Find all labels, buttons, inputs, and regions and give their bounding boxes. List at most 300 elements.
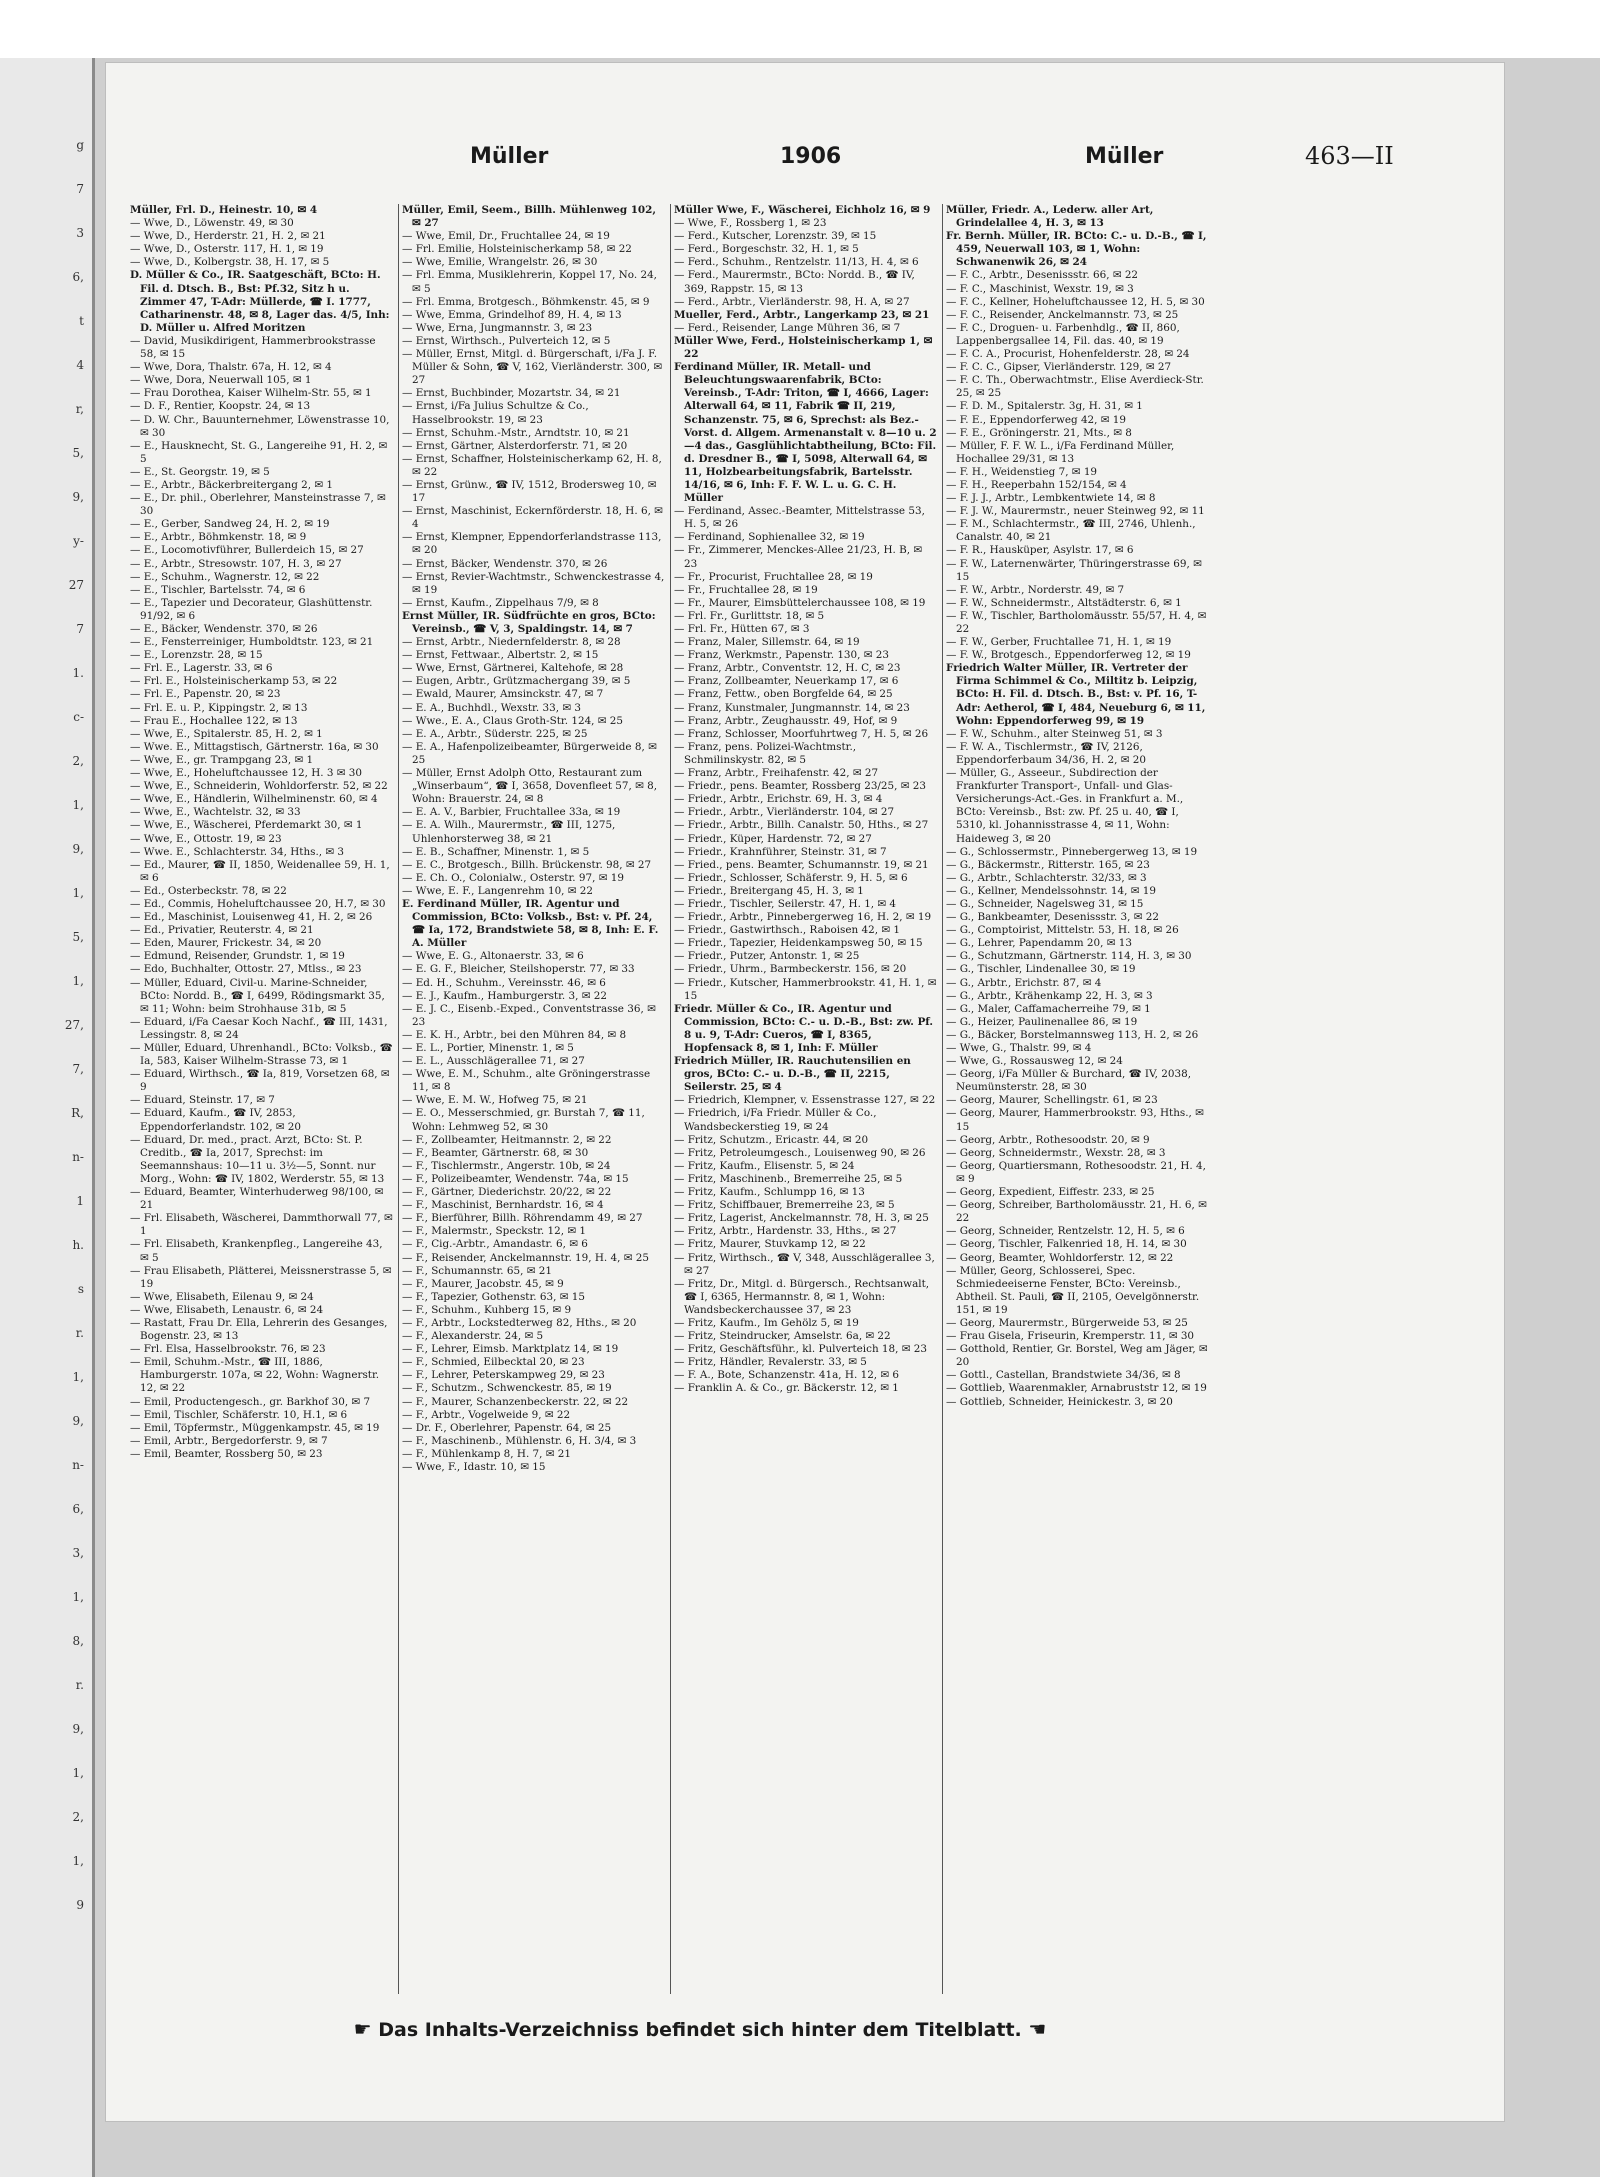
directory-entry: Müller Wwe, Ferd., Holsteinischerkamp 1, ✉ 22 bbox=[674, 334, 933, 361]
directory-entry: — F. C., Kellner, Hoheluftchaussee 12, H. 5, ✉ 30 bbox=[946, 295, 1205, 308]
directory-entry: — Wwe, F., Idastr. 10, ✉ 15 bbox=[402, 1461, 546, 1473]
listing-columns bbox=[130, 204, 1210, 1994]
directory-page bbox=[105, 62, 1505, 2122]
directory-entry: Müller, Emil, Seem., Billh. Mühlenweg 102, ✉ 27 bbox=[402, 204, 657, 230]
directory-entry: — Ferdinand, Sophienallee 32, ✉ 19 bbox=[674, 531, 865, 544]
directory-entry: — F. R., Hausküper, Asylstr. 17, ✉ 6 bbox=[946, 544, 1134, 557]
margin-fragment: 1, bbox=[72, 798, 84, 812]
directory-entry: — Wwe, G., Thalstr. 99, ✉ 4 bbox=[946, 1042, 1092, 1054]
directory-entry: — F. W., Laternenwärter, Thüringerstrasse 69, ✉ 15 bbox=[946, 557, 1202, 583]
directory-entry: — Fritz, Händler, Revalerstr. 33, ✉ 5 bbox=[674, 1356, 867, 1369]
directory-entry: — E. A. Wilh., Maurermstr., ☎ III, 1275, Uhlenhorsterweg 38, ✉ 21 bbox=[402, 819, 616, 845]
directory-entry: — Müller, F. F. W. L., i/Fa Ferdinand Müller, Hochallee 29/31, ✉ 13 bbox=[946, 439, 1175, 465]
margin-fragment: g bbox=[76, 138, 84, 152]
margin-fragment: 9, bbox=[72, 1722, 84, 1736]
directory-entry: — Georg, Maurermstr., Bürgerweide 53, ✉ 25 bbox=[946, 1316, 1188, 1329]
margin-fragment: 1, bbox=[72, 974, 84, 988]
directory-entry: — E. C., Brotgesch., Billh. Brückenstr. 98, ✉ 27 bbox=[402, 858, 652, 871]
directory-entry: — F. C. Th., Oberwachtmstr., Elise Averdieck-Str. 25, ✉ 25 bbox=[946, 374, 1204, 400]
directory-entry: — E., Tapezier und Decorateur, Glashüttenstr. 91/92, ✉ 6 bbox=[130, 596, 373, 622]
directory-entry: — Ernst, Grünw., ☎ IV, 1512, Brodersweg 10, ✉ 17 bbox=[402, 478, 657, 505]
directory-entry: — Müller, Ernst, Mitgl. d. Bürgerschaft, i/Fa J. F. Müller & Sohn, ☎ V, 162, Vierländerstr. 300, ✉ 27 bbox=[402, 348, 663, 387]
header-surname-right: Müller bbox=[1085, 144, 1164, 169]
directory-entry: — Georg, Quartiersmann, Rothesoodstr. 21, H. 4, ✉ 9 bbox=[946, 1159, 1206, 1185]
directory-entry: — Fritz, Schiffbauer, Bremerreihe 23, ✉ 5 bbox=[674, 1199, 895, 1212]
directory-entry: — E. J. C., Eisenb.-Exped., Conventstrasse 36, ✉ 23 bbox=[402, 1002, 656, 1028]
directory-entry: — Edo, Buchhalter, Ottostr. 27, Mtlss., ✉ 23 bbox=[130, 963, 362, 976]
directory-entry: — E. A., Hafenpolizeibeamter, Bürgerweide 8, ✉ 25 bbox=[402, 740, 657, 766]
margin-fragment: 27, bbox=[64, 1018, 84, 1032]
directory-entry: — Frau E., Hochallee 122, ✉ 13 bbox=[130, 714, 298, 727]
directory-entry: — F., Maurer, Schanzenbeckerstr. 22, ✉ 22 bbox=[402, 1395, 629, 1408]
directory-entry: — Frl. E. u. P., Kippingstr. 2, ✉ 13 bbox=[130, 701, 308, 714]
directory-entry: — Friedr., Schlosser, Schäferstr. 9, H. 5, ✉ 6 bbox=[674, 871, 908, 884]
directory-entry: — Fr., Zimmerer, Menckes-Allee 21/23, H. B, ✉ 23 bbox=[674, 544, 923, 570]
directory-entry: — Wwe, E., Spitalerstr. 85, H. 2, ✉ 1 bbox=[130, 727, 323, 740]
directory-entry: — Fritz, Maschinenb., Bremerreihe 25, ✉ 5 bbox=[674, 1172, 903, 1185]
directory-entry: — G., Schlossermstr., Pinnebergerweg 13, ✉ 19 bbox=[946, 845, 1198, 858]
directory-entry: — Wwe, Elisabeth, Eilenau 9, ✉ 24 bbox=[130, 1290, 314, 1303]
directory-entry: — Wwe, Elisabeth, Lenaustr. 6, ✉ 24 bbox=[130, 1303, 324, 1316]
directory-entry: — Ernst, i/Fa Julius Schultze & Co., Hasselbrookstr. 19, ✉ 23 bbox=[402, 400, 589, 426]
directory-entry: — Franklin A. & Co., gr. Bäckerstr. 12, ✉ 1 bbox=[674, 1382, 899, 1395]
directory-entry: — Ernst, Gärtner, Alsterdorferstr. 71, ✉ 20 bbox=[402, 439, 628, 452]
directory-entry: — Wwe, G., Rossausweg 12, ✉ 24 bbox=[946, 1055, 1123, 1068]
margin-fragment: n- bbox=[72, 1150, 84, 1164]
directory-entry: — F., Beamter, Gärtnerstr. 68, ✉ 30 bbox=[402, 1146, 589, 1159]
directory-entry: Ernst Müller, IR. Südfrüchte en gros, BCto: Vereinsb., ☎ V, 3, Spaldingstr. 14, ✉ 7 bbox=[402, 609, 656, 635]
column-3 bbox=[674, 204, 937, 1994]
directory-entry: — F. E., Gröningerstr. 21, Mts., ✉ 8 bbox=[946, 426, 1132, 439]
margin-fragment: 7 bbox=[76, 622, 84, 636]
directory-entry: — Ernst, Schuhm.-Mstr., Arndtstr. 10, ✉ 21 bbox=[402, 426, 630, 439]
margin-fragment: 1, bbox=[72, 1370, 84, 1384]
directory-entry: — E. K. H., Arbtr., bei den Mühren 84, ✉ 8 bbox=[402, 1028, 627, 1041]
directory-entry: — Ernst, Klempner, Eppendorferlandstrasse 113, ✉ 20 bbox=[402, 531, 662, 557]
margin-fragment: 9, bbox=[72, 842, 84, 856]
directory-entry: — F., Schutzm., Schwenckestr. 85, ✉ 19 bbox=[402, 1382, 612, 1395]
directory-entry: — E., Lorenzstr. 28, ✉ 15 bbox=[130, 649, 263, 662]
directory-entry: — Friedr., Krahnführer, Steinstr. 31, ✉ 7 bbox=[674, 845, 887, 858]
directory-entry: — F., Maschinist, Bernhardstr. 16, ✉ 4 bbox=[402, 1199, 604, 1212]
directory-entry: — E. Ch. O., Colonialw., Osterstr. 97, ✉ 19 bbox=[402, 871, 624, 884]
directory-entry: — Ferd., Arbtr., Vierländerstr. 98, H. A, ✉ 27 bbox=[674, 295, 910, 308]
directory-entry: — E. G. F., Bleicher, Steilshoperstr. 77, ✉ 33 bbox=[402, 963, 635, 976]
directory-entry: — Fr., Fruchtallee 28, ✉ 19 bbox=[674, 583, 818, 596]
directory-entry: — E. B., Schaffner, Minenstr. 1, ✉ 5 bbox=[402, 845, 590, 858]
directory-entry: — Frl. Fr., Gurlittstr. 18, ✉ 5 bbox=[674, 609, 825, 622]
directory-entry: — Wwe, E., Händlerin, Wilhelminenstr. 60, ✉ 4 bbox=[130, 793, 378, 806]
directory-entry: — Wwe, Emma, Grindelhof 89, H. 4, ✉ 13 bbox=[402, 308, 622, 321]
directory-entry: — F., Arbtr., Vogelweide 9, ✉ 22 bbox=[402, 1408, 571, 1421]
directory-entry: — Georg, Maurer, Hammerbrookstr. 93, Hths., ✉ 15 bbox=[946, 1107, 1204, 1133]
directory-entry: — Friedr., Arbtr., Pinnebergerweg 16, H. 2, ✉ 19 bbox=[674, 911, 932, 924]
directory-entry: — Fritz, Schutzm., Ericastr. 44, ✉ 20 bbox=[674, 1133, 869, 1146]
column-4 bbox=[946, 204, 1209, 1994]
directory-entry: — Frl. Elisabeth, Wäscherei, Dammthorwall 77, ✉ 1 bbox=[130, 1212, 393, 1238]
margin-fragment: 1, bbox=[72, 1590, 84, 1604]
directory-entry: — Friedr., Arbtr., Billh. Canalstr. 50, Hths., ✉ 27 bbox=[674, 819, 929, 832]
directory-entry: — Frl. E., Lagerstr. 33, ✉ 6 bbox=[130, 662, 273, 675]
directory-entry: — Frau Elisabeth, Plätterei, Meissnerstrasse 5, ✉ 19 bbox=[130, 1264, 392, 1290]
directory-entry: — E., Arbtr., Stresowstr. 107, H. 3, ✉ 27 bbox=[130, 557, 342, 570]
directory-entry: — F. W., Brotgesch., Eppendorferweg 12, ✉ 19 bbox=[946, 649, 1191, 662]
directory-entry: — Frl. Emma, Brotgesch., Böhmkenstr. 45, ✉ 9 bbox=[402, 295, 650, 308]
directory-entry: — Franz, pens. Polizei-Wachtmstr., Schmilinskystr. 82, ✉ 5 bbox=[674, 740, 857, 766]
directory-entry: — E. A., Buchhdl., Wexstr. 33, ✉ 3 bbox=[402, 701, 581, 714]
directory-entry: — Wwe., E. A., Claus Groth-Str. 124, ✉ 25 bbox=[402, 714, 624, 727]
pointing-hand-icon: ☚ bbox=[1028, 2017, 1047, 2041]
directory-entry: — Ferd., Maurermstr., BCto: Nordd. B., ☎ IV, 369, Rappstr. 15, ✉ 13 bbox=[674, 269, 915, 295]
directory-entry: — Müller, G., Asseeur., Subdirection der Frankfurter Transport-, Unfall- und Glas-Versicherungs-Act.-Ges. in Frankfurt a. M., BCto: Vereinsb., Bst: zw. Pf. 25 u. 40, ☎ I, 5310, kl. Johannisstrasse 4, ✉ 11, Wohn: Haideweg 3, ✉ 20 bbox=[946, 767, 1184, 845]
column-divider bbox=[670, 204, 671, 1994]
directory-entry: — Franz, Arbtr., Conventstr. 12, H. C, ✉ 23 bbox=[674, 662, 901, 675]
directory-entry: — Ed., Privatier, Reuterstr. 4, ✉ 21 bbox=[130, 924, 314, 937]
directory-entry: — Franz, Arbtr., Freihafenstr. 42, ✉ 27 bbox=[674, 767, 879, 780]
directory-entry: — F. D. M., Spitalerstr. 3g, H. 31, ✉ 1 bbox=[946, 400, 1143, 413]
header-year: 1906 bbox=[780, 144, 842, 169]
directory-entry: — Emil, Productengesch., gr. Barkhof 30, ✉ 7 bbox=[130, 1395, 371, 1408]
directory-entry: — Fritz, Maurer, Stuvkamp 12, ✉ 22 bbox=[674, 1238, 866, 1251]
directory-entry: — Fritz, Geschäftsführ., kl. Pulverteich 18, ✉ 23 bbox=[674, 1343, 927, 1356]
directory-entry: — Friedr., Uhrm., Barmbeckerstr. 156, ✉ 20 bbox=[674, 963, 907, 976]
directory-entry: — Georg, Tischler, Falkenried 18, H. 14, ✉ 30 bbox=[946, 1238, 1187, 1251]
margin-fragment: 5, bbox=[72, 446, 84, 460]
directory-entry: — Georg, Beamter, Wohldorferstr. 12, ✉ 22 bbox=[946, 1251, 1174, 1264]
directory-entry: — Georg, Schneidermstr., Wexstr. 28, ✉ 3 bbox=[946, 1146, 1166, 1159]
directory-entry: — Ed. H., Schuhm., Vereinsstr. 46, ✉ 6 bbox=[402, 976, 606, 989]
directory-entry: — Friedrich, Klempner, v. Essenstrasse 127, ✉ 22 bbox=[674, 1094, 936, 1107]
directory-entry: — Ferd., Schuhm., Rentzelstr. 11/13, H. 4, ✉ 6 bbox=[674, 256, 919, 269]
directory-entry: — Gotthold, Rentier, Gr. Borstel, Weg am Jäger, ✉ 20 bbox=[946, 1343, 1208, 1369]
margin-fragment: y- bbox=[73, 534, 84, 548]
directory-entry: — F. C., Maschinist, Wexstr. 19, ✉ 3 bbox=[946, 282, 1134, 295]
directory-entry: — Georg, i/Fa Müller & Burchard, ☎ IV, 2038, Neumünsterstr. 28, ✉ 30 bbox=[946, 1068, 1192, 1094]
directory-entry: — G., Heizer, Paulinenallee 86, ✉ 19 bbox=[946, 1015, 1138, 1028]
directory-entry: — F. W., Schneidermstr., Altstädterstr. 6, ✉ 1 bbox=[946, 596, 1182, 609]
margin-fragment: 8, bbox=[72, 1634, 84, 1648]
directory-entry: Fr. Bernh. Müller, IR. BCto: C.- u. D.-B., ☎ I, 459, Neuerwall 103, ✉ 1, Wohn: Schwanenwik 26, ✉ 24 bbox=[946, 230, 1207, 269]
directory-entry: — E. O., Messerschmied, gr. Burstah 7, ☎ 11, Wohn: Lehmweg 52, ✉ 30 bbox=[402, 1107, 645, 1133]
directory-entry: — Fritz, Petroleumgesch., Louisenweg 90, ✉ 26 bbox=[674, 1146, 926, 1159]
directory-entry: — F. J. J., Arbtr., Lembkentwiete 14, ✉ 8 bbox=[946, 492, 1156, 505]
directory-entry: — Wwe, E., Schneiderin, Wohldorferstr. 52, ✉ 22 bbox=[130, 780, 388, 793]
directory-entry: — Frl. Emma, Musiklehrerin, Koppel 17, No. 24, ✉ 5 bbox=[402, 269, 657, 295]
directory-entry: — Wwe, Erna, Jungmannstr. 3, ✉ 23 bbox=[402, 321, 593, 334]
directory-entry: — Müller, Eduard, Uhrenhandl., BCto: Volksb., ☎ Ia, 583, Kaiser Wilhelm-Strasse 73, ✉ 1 bbox=[130, 1042, 393, 1068]
directory-entry: — Ferd., Reisender, Lange Mühren 36, ✉ 7 bbox=[674, 321, 901, 334]
page-number: 463—II bbox=[1305, 142, 1394, 170]
directory-entry: — Gottlieb, Schneider, Heinickestr. 3, ✉ 20 bbox=[946, 1395, 1173, 1408]
directory-entry: — Friedr., Tischler, Seilerstr. 47, H. 1, ✉ 4 bbox=[674, 897, 897, 910]
margin-fragment: 4 bbox=[76, 358, 84, 372]
directory-entry: — Georg, Expedient, Eiffestr. 233, ✉ 25 bbox=[946, 1186, 1155, 1199]
directory-entry: — Eduard, Beamter, Winterhuderweg 98/100, ✉ 21 bbox=[130, 1186, 384, 1212]
directory-entry: — Wwe, E. F., Langenrehm 10, ✉ 22 bbox=[402, 884, 594, 897]
directory-entry: — Müller, Ernst Adolph Otto, Restaurant zum „Winserbaum“, ☎ I, 3658, Dovenfleet 57, ✉ 8, Wohn: Brauerstr. 24, ✉ 8 bbox=[402, 767, 658, 806]
directory-entry: — E. A. V., Barbier, Fruchtallee 33a, ✉ 19 bbox=[402, 806, 621, 819]
directory-entry: — Ernst, Schaffner, Holsteinischerkamp 62, H. 8, ✉ 22 bbox=[402, 452, 662, 478]
directory-entry: — F. H., Reeperbahn 152/154, ✉ 4 bbox=[946, 478, 1127, 491]
directory-entry: — G., Comptoirist, Mittelstr. 53, H. 18, ✉ 26 bbox=[946, 924, 1179, 937]
directory-entry: — F., Alexanderstr. 24, ✉ 5 bbox=[402, 1330, 544, 1343]
directory-entry: — Fritz, Dr., Mitgl. d. Bürgersch., Rechtsanwalt, ☎ I, 6365, Hermannstr. 8, ✉ 1, Wohn: Wandsbeckerchaussee 37, ✉ 23 bbox=[674, 1277, 930, 1316]
directory-entry: — Fritz, Steindrucker, Amselstr. 6a, ✉ 22 bbox=[674, 1330, 891, 1343]
footer-note bbox=[250, 2017, 1150, 2041]
directory-entry: — D. F., Rentier, Koopstr. 24, ✉ 13 bbox=[130, 400, 311, 413]
margin-fragment: 2, bbox=[72, 1810, 84, 1824]
margin-fragment: 1. bbox=[72, 666, 84, 680]
directory-entry: — Eden, Maurer, Frickestr. 34, ✉ 20 bbox=[130, 937, 322, 950]
directory-entry: — F., Cig.-Arbtr., Amandastr. 6, ✉ 6 bbox=[402, 1238, 588, 1251]
directory-entry: — Frau Dorothea, Kaiser Wilhelm-Str. 55, ✉ 1 bbox=[130, 387, 372, 400]
previous-page-strip bbox=[0, 58, 95, 2177]
directory-entry: — F. C., Droguen- u. Farbenhdlg., ☎ II, 860, Lappenbergsallee 14, Fil. das. 40, ✉ 19 bbox=[946, 321, 1180, 347]
column-divider bbox=[398, 204, 399, 1994]
directory-entry: — Frl. Elsa, Hasselbrookstr. 76, ✉ 23 bbox=[130, 1343, 326, 1356]
directory-entry: — F., Tischlermstr., Angerstr. 10b, ✉ 24 bbox=[402, 1159, 611, 1172]
directory-entry: — Ed., Commis, Hoheluftchaussee 20, H.7, ✉ 30 bbox=[130, 897, 386, 910]
directory-entry: — F., Mühlenkamp 8, H. 7, ✉ 21 bbox=[402, 1447, 572, 1460]
directory-entry: — Wwe, D., Löwenstr. 49, ✉ 30 bbox=[130, 217, 294, 230]
directory-entry: — Friedr., Tapezier, Heidenkampsweg 50, ✉ 15 bbox=[674, 937, 923, 950]
directory-entry: — Wwe, D., Kolbergstr. 38, H. 17, ✉ 5 bbox=[130, 256, 330, 269]
directory-entry: D. Müller & Co., IR. Saatgeschäft, BCto: H. Fil. d. Dtsch. B., Bst: Pf.32, Sitz h u. Zimmer 47, T-Adr: Müllerde, ☎ I. 1777, Catharinenstr. 48, ✉ 8, Lager das. 4/5, Inh: D. Müller u. Alfred Moritzen bbox=[130, 269, 390, 334]
margin-fragment: 7, bbox=[72, 1062, 84, 1076]
margin-fragment: t bbox=[79, 314, 84, 328]
directory-entry: — Edmund, Reisender, Grundstr. 1, ✉ 19 bbox=[130, 950, 345, 963]
directory-entry: — F., Tapezier, Gothenstr. 63, ✉ 15 bbox=[402, 1290, 585, 1303]
column-divider bbox=[942, 204, 943, 1994]
margin-fragment: 1, bbox=[72, 1854, 84, 1868]
footer-text: Das Inhalts-Verzeichniss befindet sich hinter dem Titelblatt. bbox=[378, 2019, 1022, 2041]
directory-entry: — Eduard, i/Fa Caesar Koch Nachf., ☎ III, 1431, Lessingstr. 8, ✉ 24 bbox=[130, 1015, 388, 1041]
directory-entry: Müller Wwe, F., Wäscherei, Eichholz 16, ✉ 9 bbox=[674, 204, 931, 216]
directory-entry: — F. C., Arbtr., Desenissstr. 66, ✉ 22 bbox=[946, 269, 1139, 282]
directory-entry: — Emil, Arbtr., Bergedorferstr. 9, ✉ 7 bbox=[130, 1434, 328, 1447]
margin-fragment: 9, bbox=[72, 1414, 84, 1428]
directory-entry: — F., Schmied, Eilbecktal 20, ✉ 23 bbox=[402, 1356, 585, 1369]
directory-entry: — Friedr., Breitergang 45, H. 3, ✉ 1 bbox=[674, 884, 864, 897]
directory-entry: — E., St. Georgstr. 19, ✉ 5 bbox=[130, 465, 270, 478]
directory-entry: — Fritz, Kaufm., Elisenstr. 5, ✉ 24 bbox=[674, 1159, 855, 1172]
directory-entry: — F. W., Tischler, Bartholomäusstr. 55/57, H. 4, ✉ 22 bbox=[946, 609, 1207, 635]
directory-entry: — Emil, Schuhm.-Mstr., ☎ III, 1886, Hamburgerstr. 107a, ✉ 22, Wohn: Wagnerstr. 12, ✉ 22 bbox=[130, 1356, 380, 1395]
directory-entry: — Frl. Fr., Hütten 67, ✉ 3 bbox=[674, 623, 810, 635]
directory-entry: — Friedr., Arbtr., Erichstr. 69, H. 3, ✉ 4 bbox=[674, 793, 883, 806]
directory-entry: — F. C. C., Gipser, Vierländerstr. 129, ✉ 27 bbox=[946, 361, 1172, 374]
directory-entry: — Franz, Kunstmaler, Jungmannstr. 14, ✉ 23 bbox=[674, 701, 910, 714]
margin-fragment: r. bbox=[75, 1678, 84, 1692]
directory-entry: — Wwe. E., Schlachterstr. 34, Hths., ✉ 3 bbox=[130, 845, 345, 858]
directory-entry: — Wwe, E., Wachtelstr. 32, ✉ 33 bbox=[130, 806, 301, 819]
directory-entry: Friedrich Walter Müller, IR. Vertreter der Firma Schimmel & Co., Miltitz b. Leipzig, BCto: H. Fil. d. Dtsch. B., Bst: v. Pf. 16, T-Adr: Aetherol, ☎ I, 484, Neueburg 6, ✉ 11, Wohn: Eppendorferweg 99, ✉ 19 bbox=[946, 662, 1206, 727]
directory-entry: — Rastatt, Frau Dr. Ella, Lehrerin des Gesanges, Bogenstr. 23, ✉ 13 bbox=[130, 1316, 388, 1343]
directory-entry: — Wwe, E. M. W., Hofweg 75, ✉ 21 bbox=[402, 1094, 588, 1107]
directory-entry: — Ernst, Revier-Wachtmstr., Schwenckestrasse 4, ✉ 19 bbox=[402, 570, 665, 596]
directory-entry: — Ferdinand, Assec.-Beamter, Mittelstrasse 53, H. 5, ✉ 26 bbox=[674, 505, 925, 531]
column-1 bbox=[130, 204, 393, 1994]
directory-entry: — Fritz, Wirthsch., ☎ V, 348, Ausschlägerallee 3, ✉ 27 bbox=[674, 1251, 935, 1277]
directory-entry: — Friedr., Kutscher, Hammerbrookstr. 41, H. 1, ✉ 15 bbox=[674, 976, 937, 1002]
scan-top-border bbox=[0, 0, 1600, 58]
directory-entry: — E. L., Portier, Minenstr. 1, ✉ 5 bbox=[402, 1042, 574, 1054]
directory-entry: — E., Tischler, Bartelsstr. 74, ✉ 6 bbox=[130, 583, 306, 596]
directory-entry: — Wwe, F., Rossberg 1, ✉ 23 bbox=[674, 217, 827, 230]
directory-entry: — E. J., Kaufm., Hamburgerstr. 3, ✉ 22 bbox=[402, 989, 607, 1002]
directory-entry: — E. L., Ausschlägerallee 71, ✉ 27 bbox=[402, 1055, 585, 1068]
directory-entry: — Friedr., Gastwirthsch., Raboisen 42, ✉ 1 bbox=[674, 924, 900, 937]
directory-entry: — Emil, Beamter, Rossberg 50, ✉ 23 bbox=[130, 1447, 323, 1460]
directory-entry: — Georg, Arbtr., Rothesoodstr. 20, ✉ 9 bbox=[946, 1133, 1150, 1146]
directory-entry: Müller, Frl. D., Heinestr. 10, ✉ 4 bbox=[130, 204, 318, 216]
directory-entry: — Frl. E., Holsteinischerkamp 53, ✉ 22 bbox=[130, 675, 338, 688]
margin-fragment: r. bbox=[75, 1326, 84, 1340]
directory-entry: Müller, Friedr. A., Lederw. aller Art, Grindelallee 4, H. 3, ✉ 13 bbox=[946, 204, 1154, 230]
directory-entry: — Fritz, Lagerist, Anckelmannstr. 78, H. 3, ✉ 25 bbox=[674, 1212, 929, 1225]
directory-entry: E. Ferdinand Müller, IR. Agentur und Commission, BCto: Volksb., Bst: v. Pf. 24, ☎ Ia, 172, Brandstwiete 58, ✉ 8, Inh: E. F. A. Müller bbox=[402, 897, 659, 950]
directory-entry: — Ernst, Bäcker, Wendenstr. 370, ✉ 26 bbox=[402, 557, 608, 570]
directory-entry: — Eduard, Steinstr. 17, ✉ 7 bbox=[130, 1094, 275, 1107]
directory-entry: — G., Lehrer, Papendamm 20, ✉ 13 bbox=[946, 937, 1132, 950]
margin-fragment: 27 bbox=[68, 578, 84, 592]
directory-entry: — E., Gerber, Sandweg 24, H. 2, ✉ 19 bbox=[130, 518, 330, 531]
directory-entry: — Franz, Schlosser, Moorfuhrtweg 7, H. 5, ✉ 26 bbox=[674, 727, 929, 740]
directory-entry: — G., Tischler, Lindenallee 30, ✉ 19 bbox=[946, 963, 1136, 976]
directory-entry: — F., Schuhm., Kuhberg 15, ✉ 9 bbox=[402, 1303, 572, 1316]
directory-entry: — F., Arbtr., Lockstedterweg 82, Hths., ✉ 20 bbox=[402, 1316, 637, 1329]
margin-fragment: 3, bbox=[72, 1546, 84, 1560]
margin-fragment: 6, bbox=[72, 1502, 84, 1516]
directory-entry: — Ed., Maurer, ☎ II, 1850, Weidenallee 59, H. 1, ✉ 6 bbox=[130, 858, 390, 884]
directory-entry: — F., Gärtner, Diederichstr. 20/22, ✉ 22 bbox=[402, 1186, 612, 1199]
directory-entry: — Wwe, E., Wäscherei, Pferdemarkt 30, ✉ 1 bbox=[130, 819, 363, 832]
directory-entry: — Friedr., Küper, Hardenstr. 72, ✉ 27 bbox=[674, 832, 872, 845]
directory-entry: — Frl. E., Papenstr. 20, ✉ 23 bbox=[130, 688, 281, 701]
directory-entry: — F. H., Weidenstieg 7, ✉ 19 bbox=[946, 465, 1098, 478]
directory-entry: — Frl. Elisabeth, Krankenpfleg., Langereihe 43, ✉ 5 bbox=[130, 1238, 383, 1264]
directory-entry: — Wwe. E., Mittagstisch, Gärtnerstr. 16a, ✉ 30 bbox=[130, 740, 379, 753]
directory-entry: — Georg, Maurer, Schellingstr. 61, ✉ 23 bbox=[946, 1094, 1158, 1107]
directory-entry: — Wwe, E., Ottostr. 19, ✉ 23 bbox=[130, 832, 282, 845]
directory-entry: — D. W. Chr., Bauunternehmer, Löwenstrasse 10, ✉ 30 bbox=[130, 413, 390, 439]
directory-entry: — G., Schneider, Nagelsweg 31, ✉ 15 bbox=[946, 897, 1144, 910]
margin-fragment: 1 bbox=[76, 1194, 84, 1208]
directory-entry: — G., Bäckermstr., Ritterstr. 165, ✉ 23 bbox=[946, 858, 1150, 871]
directory-entry: — E., Fensterreiniger, Humboldtstr. 123, ✉ 21 bbox=[130, 636, 374, 649]
directory-entry: — G., Maler, Caffamacherreihe 79, ✉ 1 bbox=[946, 1002, 1151, 1015]
directory-entry: — Ernst, Maschinist, Eckernförderstr. 18, H. 6, ✉ 4 bbox=[402, 505, 663, 531]
directory-entry: — Müller, Georg, Schlosserei, Spec. Schmiedeeiserne Fenster, BCto: Vereinsb., Abtheil. St. Pauli, ☎ II, 2105, Oevelgönnerstr. 151, ✉ 19 bbox=[946, 1264, 1200, 1316]
directory-entry: — Franz, Maler, Sillemstr. 64, ✉ 19 bbox=[674, 636, 860, 649]
directory-entry: — Franz, Zollbeamter, Neuerkamp 17, ✉ 6 bbox=[674, 675, 899, 688]
directory-entry: — Frau Gisela, Friseurin, Kremperstr. 11, ✉ 30 bbox=[946, 1330, 1195, 1343]
directory-entry: — F., Polizeibeamter, Wendenstr. 74a, ✉ 15 bbox=[402, 1172, 629, 1185]
directory-entry: — Franz, Werkmstr., Papenstr. 130, ✉ 23 bbox=[674, 649, 889, 662]
directory-entry: — F. W., Schuhm., alter Steinweg 51, ✉ 3 bbox=[946, 727, 1163, 740]
directory-entry: — Ernst, Fettwaar., Albertstr. 2, ✉ 15 bbox=[402, 649, 599, 662]
directory-entry: — F. M., Schlachtermstr., ☎ III, 2746, Uhlenh., Canalstr. 40, ✉ 21 bbox=[946, 518, 1196, 544]
directory-entry: — Emil, Töpfermstr., Müggenkampstr. 45, ✉ 19 bbox=[130, 1421, 380, 1434]
pointing-hand-icon: ☛ bbox=[353, 2017, 372, 2041]
directory-entry: — F. A., Bote, Schanzenstr. 41a, H. 12, ✉ 6 bbox=[674, 1369, 900, 1382]
directory-entry: — David, Musikdirigent, Hammerbrookstrasse 58, ✉ 15 bbox=[130, 334, 376, 361]
directory-entry: — F. W., Arbtr., Norderstr. 49, ✉ 7 bbox=[946, 583, 1125, 596]
directory-entry: — Wwe, E., Hoheluftchaussee 12, H. 3 ✉ 30 bbox=[130, 767, 363, 780]
directory-entry: — Wwe, E. M., Schuhm., alte Gröningerstrasse 11, ✉ 8 bbox=[402, 1068, 651, 1094]
directory-entry: Ferdinand Müller, IR. Metall- und Beleuchtungswaarenfabrik, BCto: Vereinsb., T-Adr: Triton, ☎ I, 4666, Lager: Alterwall 64, ✉ 11, Fabrik ☎ II, 219, Schanzenstr. 75, ✉ 6, Sprechst: als Bez.-Vorst. d. Allgem. Armenanstalt v. 8—10 u. 2—4 das., Gasglühlichtabtheilung, BCto: Fil. d. Dresdner B., ☎ I, 5098, Alterwall 64, ✉ 11, Holzbearbeitungsfabrik, Bartelsstr. 14/16, ✉ 6, Inh: F. F. W. L. u. G. C. H. Müller bbox=[674, 361, 937, 505]
directory-entry: — E., Dr. phil., Oberlehrer, Mansteinstrasse 7, ✉ 30 bbox=[130, 492, 386, 518]
directory-entry: — F. J. W., Maurermstr., neuer Steinweg 92, ✉ 11 bbox=[946, 505, 1205, 518]
directory-entry: — E., Locomotivführer, Bullerdeich 15, ✉ 27 bbox=[130, 544, 364, 557]
directory-entry: — Ferd., Kutscher, Lorenzstr. 39, ✉ 15 bbox=[674, 230, 877, 243]
margin-fragment: 1, bbox=[72, 886, 84, 900]
directory-entry: — Ewald, Maurer, Amsinckstr. 47, ✉ 7 bbox=[402, 688, 604, 701]
directory-entry: — Fr., Procurist, Fruchtallee 28, ✉ 19 bbox=[674, 570, 873, 583]
directory-entry: — Ernst, Buchbinder, Mozartstr. 34, ✉ 21 bbox=[402, 387, 621, 400]
directory-entry: — F. C., Reisender, Anckelmannstr. 73, ✉ 25 bbox=[946, 308, 1179, 321]
directory-entry: — Wwe, Emilie, Wrangelstr. 26, ✉ 30 bbox=[402, 256, 598, 269]
directory-entry: — Fr., Maurer, Eimsbüttelerchaussee 108, ✉ 19 bbox=[674, 596, 926, 609]
directory-entry: — Eduard, Kaufm., ☎ IV, 2853, Eppendorferlandstr. 102, ✉ 20 bbox=[130, 1107, 302, 1133]
directory-entry: — Emil, Tischler, Schäferstr. 10, H.1, ✉ 6 bbox=[130, 1408, 348, 1421]
margin-fragment: 2, bbox=[72, 754, 84, 768]
directory-entry: — Wwe, Dora, Thalstr. 67a, H. 12, ✉ 4 bbox=[130, 361, 332, 374]
directory-entry: — Friedr., pens. Beamter, Rossberg 23/25, ✉ 23 bbox=[674, 780, 926, 793]
directory-entry: — Fried., pens. Beamter, Schumannstr. 19, ✉ 21 bbox=[674, 858, 929, 871]
directory-entry: — Eduard, Dr. med., pract. Arzt, BCto: St. P. Creditb., ☎ Ia, 2017, Sprechst: im Seemannshaus: 10—11 u. 3½—5, Sonnt. nur Morg., Wohn: ☎ IV, 1802, Werderstr. 55, ✉ 13 bbox=[130, 1133, 385, 1185]
directory-entry: — Friedr., Arbtr., Vierländerstr. 104, ✉ 27 bbox=[674, 806, 895, 819]
directory-entry: — Georg, Schneider, Rentzelstr. 12, H. 5, ✉ 6 bbox=[946, 1225, 1185, 1238]
directory-entry: — Wwe, E. G., Altonaerstr. 33, ✉ 6 bbox=[402, 950, 584, 963]
directory-entry: Mueller, Ferd., Arbtr., Langerkamp 23, ✉ 21 bbox=[674, 308, 930, 321]
margin-fragment: r, bbox=[75, 402, 84, 416]
directory-entry: — Georg, Schreiber, Bartholomäusstr. 21, H. 6, ✉ 22 bbox=[946, 1199, 1207, 1225]
directory-entry: — Wwe, D., Osterstr. 117, H. 1, ✉ 19 bbox=[130, 243, 324, 256]
directory-entry: — G., Arbtr., Schlachterstr. 32/33, ✉ 3 bbox=[946, 871, 1147, 884]
directory-entry: — F., Zollbeamter, Heitmannstr. 2, ✉ 22 bbox=[402, 1133, 612, 1146]
directory-entry: — F., Lehrer, Peterskampweg 29, ✉ 23 bbox=[402, 1369, 605, 1382]
header-surname-left: Müller bbox=[470, 144, 549, 169]
margin-fragment: R, bbox=[71, 1106, 84, 1120]
directory-entry: — F. W. A., Tischlermstr., ☎ IV, 2126, Eppendorferbaum 34/36, H. 2, ✉ 20 bbox=[946, 740, 1146, 766]
directory-entry: — Fritz, Arbtr., Hardenstr. 33, Hths., ✉ 27 bbox=[674, 1225, 897, 1238]
directory-entry: — Friedr., Putzer, Antonstr. 1, ✉ 25 bbox=[674, 950, 860, 963]
directory-entry: — Gottl., Castellan, Brandstwiete 34/36, ✉ 8 bbox=[946, 1369, 1181, 1382]
directory-entry: — F. E., Eppendorferweg 42, ✉ 19 bbox=[946, 413, 1127, 426]
directory-entry: — E., Hausknecht, St. G., Langereihe 91, H. 2, ✉ 5 bbox=[130, 439, 388, 465]
directory-entry: — E. A., Arbtr., Süderstr. 225, ✉ 25 bbox=[402, 727, 588, 740]
directory-entry: — Friedrich, i/Fa Friedr. Müller & Co., Wandsbeckerstieg 19, ✉ 24 bbox=[674, 1107, 877, 1133]
directory-entry: — F., Schumannstr. 65, ✉ 21 bbox=[402, 1264, 552, 1277]
directory-entry: — Eduard, Wirthsch., ☎ Ia, 819, Vorsetzen 68, ✉ 9 bbox=[130, 1068, 390, 1094]
directory-entry: — Ed., Maschinist, Louisenweg 41, H. 2, ✉ 26 bbox=[130, 911, 373, 924]
directory-entry: — F., Maurer, Jacobstr. 45, ✉ 9 bbox=[402, 1277, 564, 1290]
directory-entry: — Ferd., Borgeschstr. 32, H. 1, ✉ 5 bbox=[674, 243, 859, 256]
margin-fragment: 1, bbox=[72, 1766, 84, 1780]
directory-entry: — Eugen, Arbtr., Grützmachergang 39, ✉ 5 bbox=[402, 675, 631, 688]
directory-entry: — G., Bäcker, Borstelmannsweg 113, H. 2, ✉ 26 bbox=[946, 1028, 1199, 1041]
directory-entry: — E., Arbtr., Bäckerbreitergang 2, ✉ 1 bbox=[130, 478, 333, 491]
directory-entry: — Fritz, Kaufm., Schlumpp 16, ✉ 13 bbox=[674, 1186, 865, 1199]
margin-fragment: 7 bbox=[76, 182, 84, 196]
margin-fragment: c- bbox=[73, 710, 84, 724]
directory-entry: — G., Arbtr., Krähenkamp 22, H. 3, ✉ 3 bbox=[946, 989, 1153, 1002]
directory-entry: — E., Schuhm., Wagnerstr. 12, ✉ 22 bbox=[130, 570, 320, 583]
directory-entry: — F., Maschinenb., Mühlenstr. 6, H. 3/4, ✉ 3 bbox=[402, 1434, 637, 1447]
margin-fragment: h. bbox=[72, 1238, 84, 1252]
directory-entry: — Ed., Osterbeckstr. 78, ✉ 22 bbox=[130, 884, 287, 897]
